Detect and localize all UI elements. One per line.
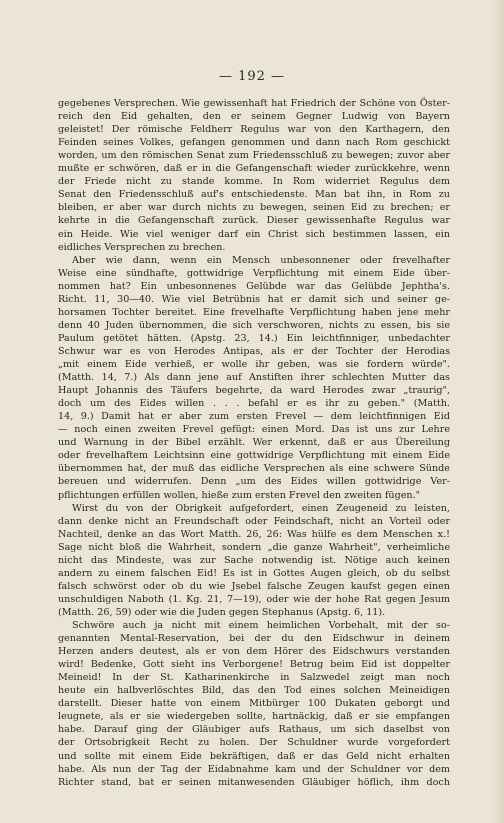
- text-line: Richt. 11, 30—40. Wie viel Betrübnis hat er damit sich und seiner ge-: [58, 293, 450, 305]
- text-line: darstellt. Dieser hatte von einem Mitbürger 100 Dukaten geborgt und: [58, 698, 450, 710]
- text-line: horsamen Tochter bereitet. Eine frevelhafte Verpflichtung haben jene mehr: [58, 306, 450, 318]
- text-line: bleiben, er aber war durch nichts zu bewegen, seinen Eid zu brechen; er: [58, 202, 450, 214]
- text-line: andern zu einem falschen Eid! Es ist in Gottes Augen gleich, ob du selbst: [58, 567, 450, 579]
- text-line: Schwöre auch ja nicht mit einem heimlichen Vorbehalt, mit der so-: [72, 620, 450, 631]
- text-line: Weise eine sündhafte, gottwidrige Verpflichtung mit einem Eide über-: [58, 267, 450, 279]
- text-line: und Warnung in der Bibel erzählt. Wer erkennt, daß er aus Übereilung: [58, 437, 450, 449]
- text-line: gegebenes Versprechen. Wie gewissenhaft hat Friedrich der Schöne von Öster-: [58, 98, 450, 109]
- text-line: Feinden seines Volkes, gefangen genommen und dann nach Rom geschickt: [58, 137, 450, 149]
- text-line: unschuldigen Naboth (1. Kg. 21, 7—19), oder wie der hohe Rat gegen Jesum: [58, 593, 450, 605]
- text-line: Meineid! In der St. Katharinenkirche in Salzwedel zeigt man noch: [58, 672, 450, 684]
- text-line: 14, 9.) Damit hat er aber zum ersten Frevel — dem leichtfinnigen Eid: [58, 411, 450, 423]
- text-line: ein Heide. Wie viel weniger darf ein Christ sich bestimmen lassen, ein: [58, 228, 450, 240]
- text-line: eidliches Versprechen zu brechen.: [58, 241, 226, 253]
- text-line: kehrte in die Gefangenschaft zurück. Dieser gewissenhafte Regulus war: [58, 215, 450, 227]
- text-line: doch um des Eides willen . . . befahl er es ihr zu geben." (Matth.: [58, 398, 450, 410]
- page-edge-shadow: [490, 0, 504, 823]
- text-line: „mit einem Eide verhieß, er wolle ihr geben, was sie fordern würde".: [58, 359, 450, 370]
- text-line: Senat den Friedensschluß auf's entschiedenste. Man bat ihn, in Rom zu: [58, 189, 450, 201]
- text-line: Paulum getötet hätten. (Apstg. 23, 14.) Ein leichtfinniger, unbedachter: [58, 332, 450, 344]
- text-line: wird! Bedenke, Gott sieht ins Verborgene! Betrug beim Eid ist doppelter: [58, 659, 450, 671]
- text-line: nommen hat? Ein unbesonnenes Gelübde war das Gelübde Jephtha's.: [58, 280, 450, 292]
- text-line: Sage nicht bloß die Wahrheit, sondern „die ganze Wahrheit", verheimliche: [58, 541, 450, 553]
- text-line: (Matth. 14, 7.) Als dann jene auf Anstiften ihrer schlechten Mutter das: [58, 372, 450, 384]
- page-number: — 192 —: [218, 69, 286, 84]
- text-line: nicht das Mindeste, was zur Sache notwendig ist. Nötige auch keinen: [58, 554, 450, 566]
- text-line: Schwur war es von Herodes Antipas, als er der Tochter der Herodias: [58, 345, 450, 357]
- text-line: reich den Eid gehalten, den er seinem Gegner Ludwig von Bayern: [58, 111, 450, 123]
- text-line: Wirst du von der Obrigkeit aufgefordert, einen Zeugeneid zu leisten,: [72, 502, 450, 514]
- text-line: Haupt Johannis des Täufers begehrte, da ward Herodes zwar „traurig",: [58, 385, 450, 397]
- text-line: heute ein halbverlöschtes Bild, das den Tod eines solchen Meineidigen: [58, 685, 450, 697]
- text-line: oder frevelhaftem Leichtsinn eine gottwidrige Verpflichtung mit einem Eide: [58, 450, 450, 462]
- text-line: Herzen anders deutest, als er von dem Hörer des Eidschwurs verstanden: [58, 646, 450, 658]
- text-line: falsch schwörst oder ob du wie Jsebel falsche Zeugen kaufst gegen einen: [58, 580, 450, 592]
- text-line: der Friede nicht zu stande komme. In Rom widerriet Regulus dem: [58, 176, 450, 188]
- text-line: — noch einen zweiten Frevel gefügt: einen Mord. Das ist uns zur Lehre: [58, 424, 450, 436]
- text-line: geleistet! Der römische Feldherr Regulus war von den Karthagern, den: [58, 124, 450, 136]
- text-line: pflichtungen erfüllen wollen, hieße zum ersten Frevel den zweiten fügen.": [58, 489, 421, 501]
- text-line: übernommen hat, der muß das eidliche Versprechen als eine schwere Sünde: [58, 463, 450, 475]
- text-line: leugnete, als er sie wiedergeben sollte, hartnäckig, daß er sie empfangen: [58, 711, 450, 723]
- text-line: Nachteil, denke an das Wort Matth. 26, 26: Was hülfe es dem Menschen x.!: [58, 528, 450, 540]
- text-line: Richter stand, bat er seinen mitanwesenden Gläubiger höflich, ihm doch: [58, 776, 450, 788]
- text-line: mußte er schwören, daß er in die Gefangenschaft wieder zurückkehre, wenn: [58, 163, 450, 175]
- text-line: und sollte mit einem Eide bekräftigen, daß er das Geld nicht erhalten: [58, 750, 450, 762]
- text-line: genannten Mental-Reservation, bei der du den Eidschwur in deinem: [58, 633, 450, 645]
- text-line: habe. Darauf ging der Gläubiger aufs Rathaus, um sich daselbst von: [58, 724, 450, 736]
- text-line: habe. Als nun der Tag der Eidabnahme kam und der Schuldner vor dem: [58, 763, 450, 775]
- text-line: bereuen und widerrufen. Denn „um des Eides willen gottwidrige Ver-: [58, 476, 450, 488]
- text-line: denn 40 Juden übernommen, die sich verschworen, nichts zu essen, bis sie: [58, 319, 450, 331]
- text-line: (Matth. 26, 59) oder wie die Juden gegen Stephanus (Apstg. 6, 11).: [58, 606, 386, 618]
- text-line: dann denke nicht an Freundschaft oder Feindschaft, nicht an Vorteil oder: [58, 515, 450, 527]
- text-line: worden, um den römischen Senat zum Friedensschluß zu bewegen; zuvor aber: [58, 150, 450, 162]
- text-line: der Ortsobrigkeit Recht zu holen. Der Schuldner wurde vorgefordert: [58, 737, 450, 749]
- text-line: Aber wie dann, wenn ein Mensch unbesonnener oder frevelhafter: [72, 254, 450, 266]
